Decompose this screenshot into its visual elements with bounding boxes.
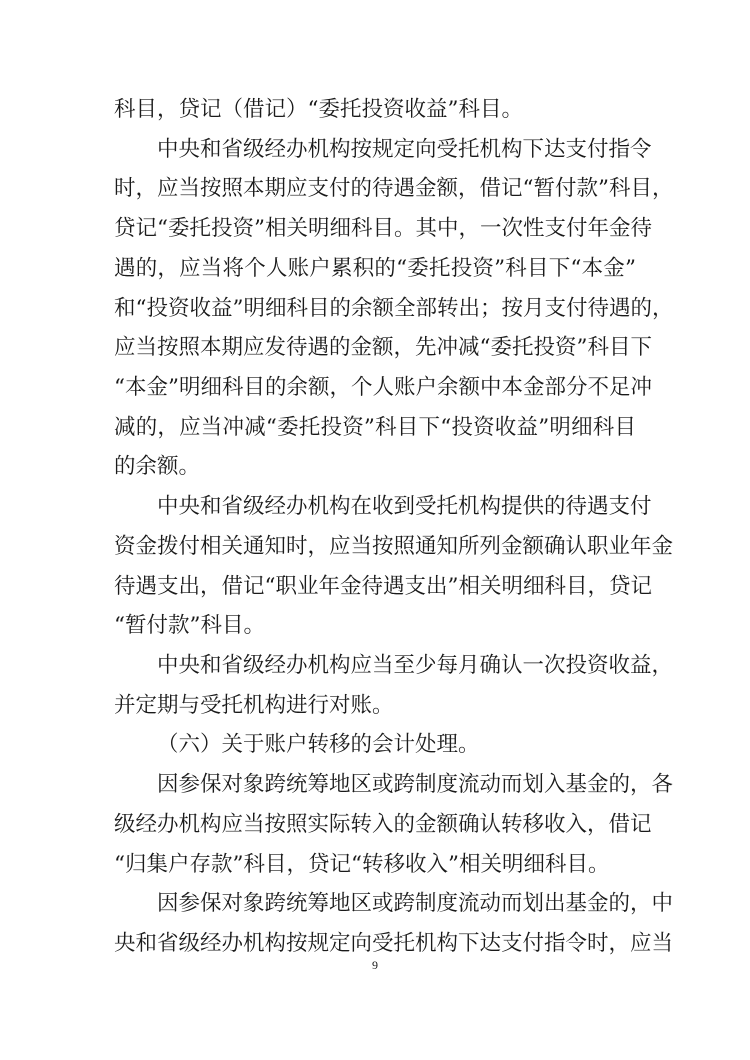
text-line: 央和省级经办机构按规定向受托机构下达支付指令时，应当 [114, 931, 674, 956]
text-line: 级经办机构应当按照实际转入的金额确认转移收入，借记 [114, 811, 652, 837]
paragraph-first-line: 因参保对象跨统筹地区或跨制度流动而划入基金的，各 [157, 772, 674, 798]
text-line: 的余额。 [114, 454, 201, 480]
text-line: 待遇支出，借记“职业年金待遇支出”相关明细科目，贷记 [114, 573, 652, 599]
paragraph-first-line: 中央和省级经办机构在收到受托机构提供的待遇支付 [157, 494, 652, 520]
paragraph-first-line: 中央和省级经办机构应当至少每月确认一次投资收益， [157, 653, 674, 678]
text-line: “归集户存款”科目，贷记“转移收入”相关明细科目。 [114, 851, 610, 877]
text-line: 资金拨付相关通知时，应当按照通知所列金额确认职业年金 [114, 533, 674, 559]
text-line: 和“投资收益”明细科目的余额全部转出；按月支付待遇的， [114, 295, 674, 321]
text-line: “暂付款”科目。 [114, 613, 265, 639]
section-heading: （六）关于账户转移的会计处理。 [157, 732, 480, 758]
paragraph-first-line: 中央和省级经办机构按规定向受托机构下达支付指令 [157, 136, 652, 162]
text-line: 并定期与受托机构进行对账。 [114, 692, 394, 718]
text-line: 科目，贷记（借记）“委托投资收益”科目。 [114, 97, 523, 122]
text-line: 贷记“委托投资”相关明细科目。其中，一次性支付年金待 [114, 216, 652, 242]
paragraph-first-line: 因参保对象跨统筹地区或跨制度流动而划出基金的，中 [157, 891, 674, 917]
text-line: “本金”明细科目的余额，个人账户余额中本金部分不足冲 [114, 375, 652, 400]
text-line: 应当按照本期应发待遇的金额，先冲减“委托投资”科目下 [114, 335, 652, 361]
page-number: 9 [372, 958, 378, 972]
text-line: 遇的，应当将个人账户累积的“委托投资”科目下“本金” [114, 255, 636, 281]
text-line: 减的，应当冲减“委托投资”科目下“投资收益”明细科目 [114, 414, 636, 440]
text-line: 时，应当按照本期应支付的待遇金额，借记“暂付款”科目， [114, 176, 674, 202]
